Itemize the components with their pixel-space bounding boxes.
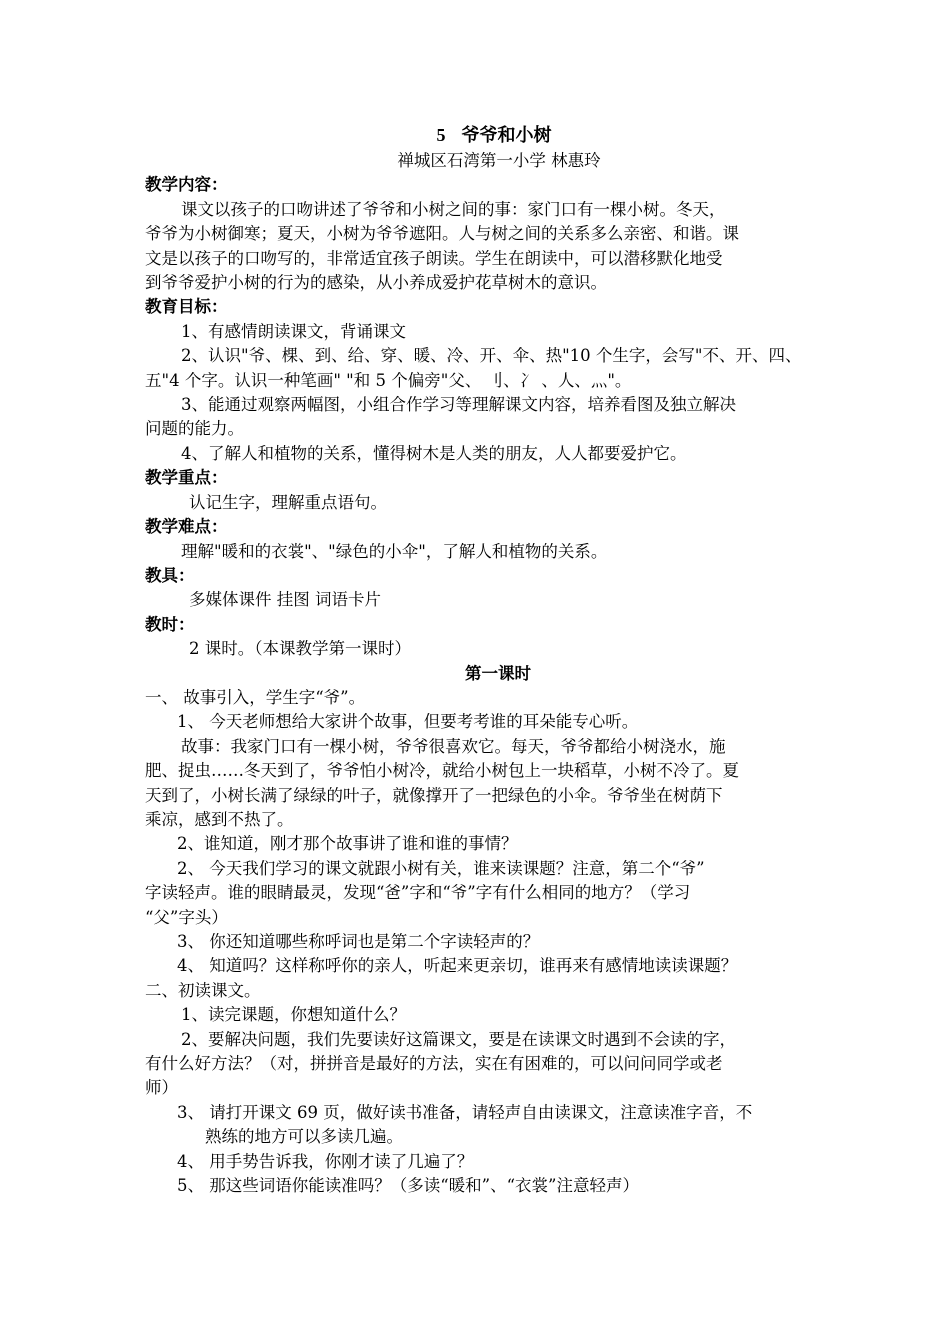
paragraph-line: 多媒体课件 挂图 词语卡片 — [189, 590, 381, 610]
paragraph-line: 3、 你还知道哪些称呼词也是第二个字读轻声的？ — [177, 932, 540, 951]
paragraph-line: 3、能通过观察两幅图，小组合作学习等理解课文内容，培养看图及独立解决 — [181, 395, 736, 415]
section-heading-first-period: 第一课时 — [465, 663, 531, 683]
document-body — [145, 122, 823, 1198]
paragraph-line: 爷爷为小树御寒；夏天，小树为爷爷遮阳。人与树之间的关系多么亲密、和谐。课 — [145, 224, 739, 244]
paragraph-line: 肥、捉虫……冬天到了，爷爷怕小树冷，就给小树包上一块稻草，小树不冷了。夏 — [145, 761, 739, 781]
author-line: 禅城区石湾第一小学 林惠玲 — [397, 151, 601, 170]
paragraph-line: 熟练的地方可以多读几遍。 — [205, 1127, 403, 1147]
section-heading-content: 教学内容： — [145, 175, 228, 195]
paragraph-line: 4、 用手势告诉我，你刚才读了几遍了？ — [177, 1151, 474, 1171]
paragraph-line: 理解"暖和的衣裳"、"绿色的小伞"，了解人和植物的关系。 — [181, 541, 608, 561]
paragraph-line: 认记生字，理解重点语句。 — [189, 492, 387, 512]
paragraph-line: 问题的能力。 — [145, 419, 244, 439]
paragraph-line: 1、有感情朗读课文，背诵课文 — [181, 321, 406, 341]
paragraph-line: 有什么好方法？（对，拼拼音是最好的方法，实在有困难的，可以问问同学或老 — [145, 1054, 723, 1074]
section-heading-periods: 教时： — [145, 614, 195, 634]
paragraph-line: 2 课时。（本课教学第一课时） — [189, 639, 411, 659]
paragraph-line: 乘凉，感到不热了。 — [145, 809, 294, 829]
section-heading-goals: 教育目标： — [145, 297, 228, 317]
paragraph-line: 师） — [145, 1078, 178, 1098]
paragraph-line: 天到了，小树长满了绿绿的叶子，就像撑开了一把绿色的小伞。爷爷坐在树荫下 — [145, 785, 723, 805]
paragraph-line: 课文以孩子的口吻讲述了爷爷和小树之间的事：家门口有一棵小树。冬天， — [181, 199, 726, 219]
paragraph-line: 2、谁知道，刚才那个故事讲了谁和谁的事情？ — [177, 834, 518, 854]
paragraph-line: 二、初读课文。 — [145, 980, 261, 1000]
paragraph-line: 2、 今天我们学习的课文就跟小树有关，谁来读课题？注意，第二个“爷” — [177, 858, 705, 878]
paragraph-line: 五"4 个字。认识一种笔画" "和 5 个偏旁"父、 刂、冫 、人、灬"。 — [145, 370, 632, 390]
paragraph-line: 故事：我家门口有一棵小树，爷爷很喜欢它。每天，爷爷都给小树浇水，施 — [181, 736, 726, 756]
paragraph-line: 4、了解人和植物的关系，懂得树木是人类的朋友，人人都要爱护它。 — [181, 443, 687, 463]
paragraph-line: 1、 今天老师想给大家讲个故事，但要考考谁的耳朵能专心听。 — [177, 712, 639, 732]
section-heading-materials: 教具： — [145, 565, 195, 585]
paragraph-line: 1、读完课题，你想知道什么？ — [181, 1005, 406, 1025]
paragraph-line: “父”字头） — [145, 907, 228, 927]
paragraph-line: 文是以孩子的口吻写的，非常适宜孩子朗读。学生在朗读中，可以潜移默化地受 — [145, 248, 723, 268]
paragraph-line: 4、 知道吗？这样称呼你的亲人，听起来更亲切，谁再来有感情地读读课题？ — [177, 956, 738, 976]
paragraph-line: 2、要解决问题，我们先要读好这篇课文，要是在读课文时遇到不会读的字， — [181, 1029, 736, 1049]
paragraph-line: 5、 那这些词语你能读准吗？（多读“暖和”、“衣裳”注意轻声） — [177, 1176, 639, 1196]
lesson-title-text: 爷爷和小树 — [461, 125, 552, 146]
section-heading-key-points: 教学重点： — [145, 468, 228, 488]
section-heading-difficulties: 教学难点： — [145, 517, 228, 537]
paragraph-line: 一、 故事引入，学生字“爷”。 — [145, 687, 366, 707]
paragraph-line: 2、认识"爷、棵、到、给、穿、暖、冷、开、伞、热"10 个生字，会写"不、开、四、 — [181, 346, 802, 366]
paragraph-line: 到爷爷爱护小树的行为的感染，从小养成爱护花草树木的意识。 — [145, 273, 607, 293]
paragraph-line: 字读轻声。谁的眼睛最灵，发现“爸”字和“爷”字有什么相同的地方？（学习 — [145, 883, 691, 903]
lesson-title — [145, 122, 823, 149]
paragraph-line: 3、 请打开课文 69 页，做好读书准备，请轻声自由读课文，注意读准字音，不 — [177, 1102, 753, 1122]
lesson-number: 5 — [436, 125, 446, 145]
